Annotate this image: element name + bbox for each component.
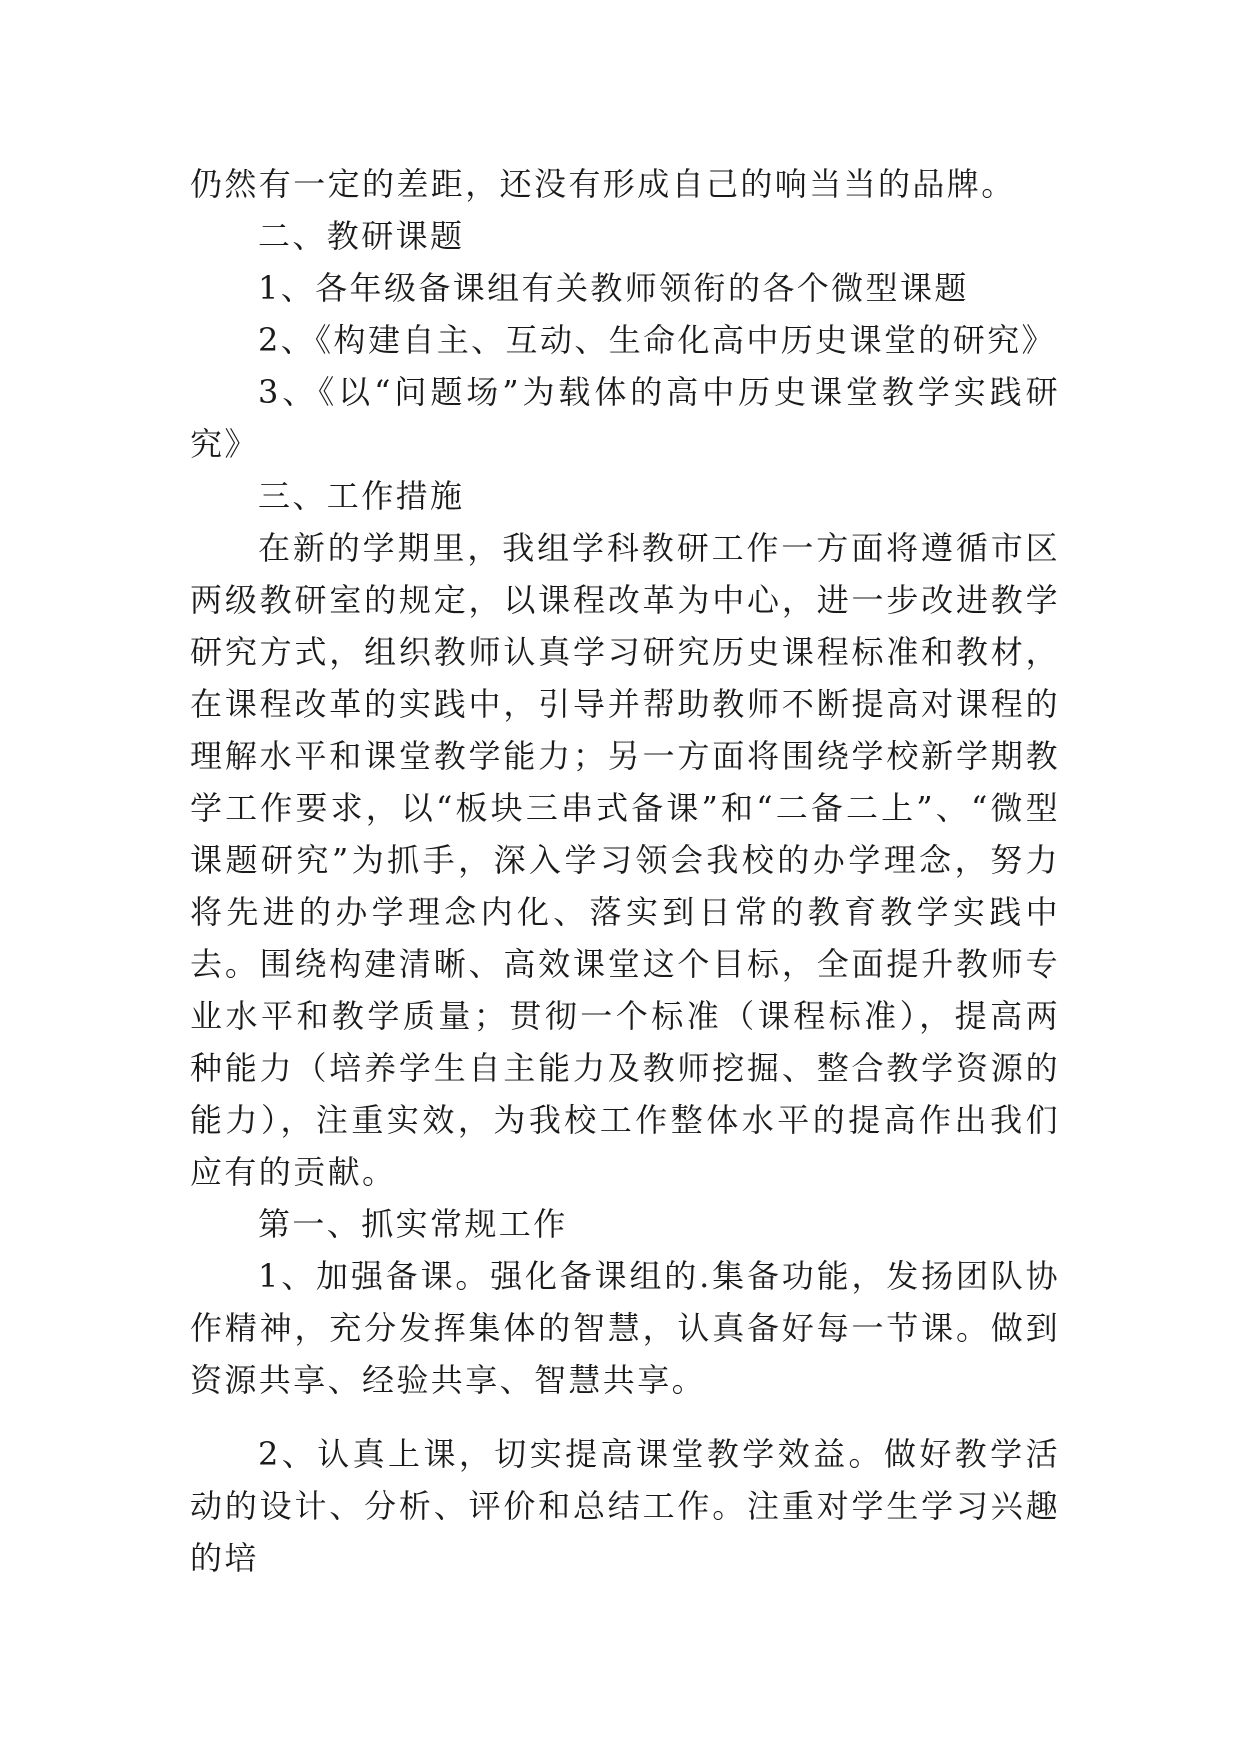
list-item-topic-2: 2、《构建自主、互动、生命化高中历史课堂的研究》 — [258, 321, 1056, 359]
heading-routine-work: 第一、抓实常规工作 — [258, 1205, 568, 1243]
list-item-topic-3: 3、《以“问题场”为载体的高中历史课堂教学实践研究》 — [190, 373, 1060, 463]
paragraph-measures-overview: 在新的学期里，我组学科教研工作一方面将遵循市区两级教研室的规定，以课程改革为中心，进一步改进教学研究方式，组织教师认真学习研究历史课程标准和教材，在课程改革的实践中，引导并帮助教师不断提高对课程的理解水平和课堂教学能力；另一方面将围绕学校新学期教学工作要求，以“板块三串式备课”和“二备二上”、“微型课题研究”为抓手，深入学习领会我校的办学理念，努力将先进的办学理念内化、落实到日常的教育教学实践中去。围绕构建清晰、高效课堂这个目标，全面提升教师专业水平和教学质量；贯彻一个标准（课程标准），提高两种能力（培养学生自主能力及教师挖掘、整合教学资源的能力），注重实效，为我校工作整体水平的提高作出我们应有的贡献。 — [190, 529, 1060, 1191]
paragraph-lesson-preparation: 1、加强备课。强化备课组的.集备功能，发扬团队协作精神，充分发挥集体的智慧，认真备好每一节课。做到资源共享、经验共享、智慧共享。 — [190, 1257, 1060, 1399]
document-body — [190, 158, 1060, 1584]
paragraph-teaching-effect: 2、认真上课，切实提高课堂教学效益。做好教学活动的设计、分析、评价和总结工作。注重对学生学习兴趣的培 — [190, 1435, 1060, 1577]
list-item-topic-1: 1、各年级备课组有关教师领衔的各个微型课题 — [258, 269, 969, 307]
paragraph-continuation: 仍然有一定的差距，还没有形成自己的响当当的品牌。 — [190, 165, 1016, 203]
heading-work-measures: 三、工作措施 — [258, 477, 465, 515]
heading-research-topics: 二、教研课题 — [258, 217, 465, 255]
